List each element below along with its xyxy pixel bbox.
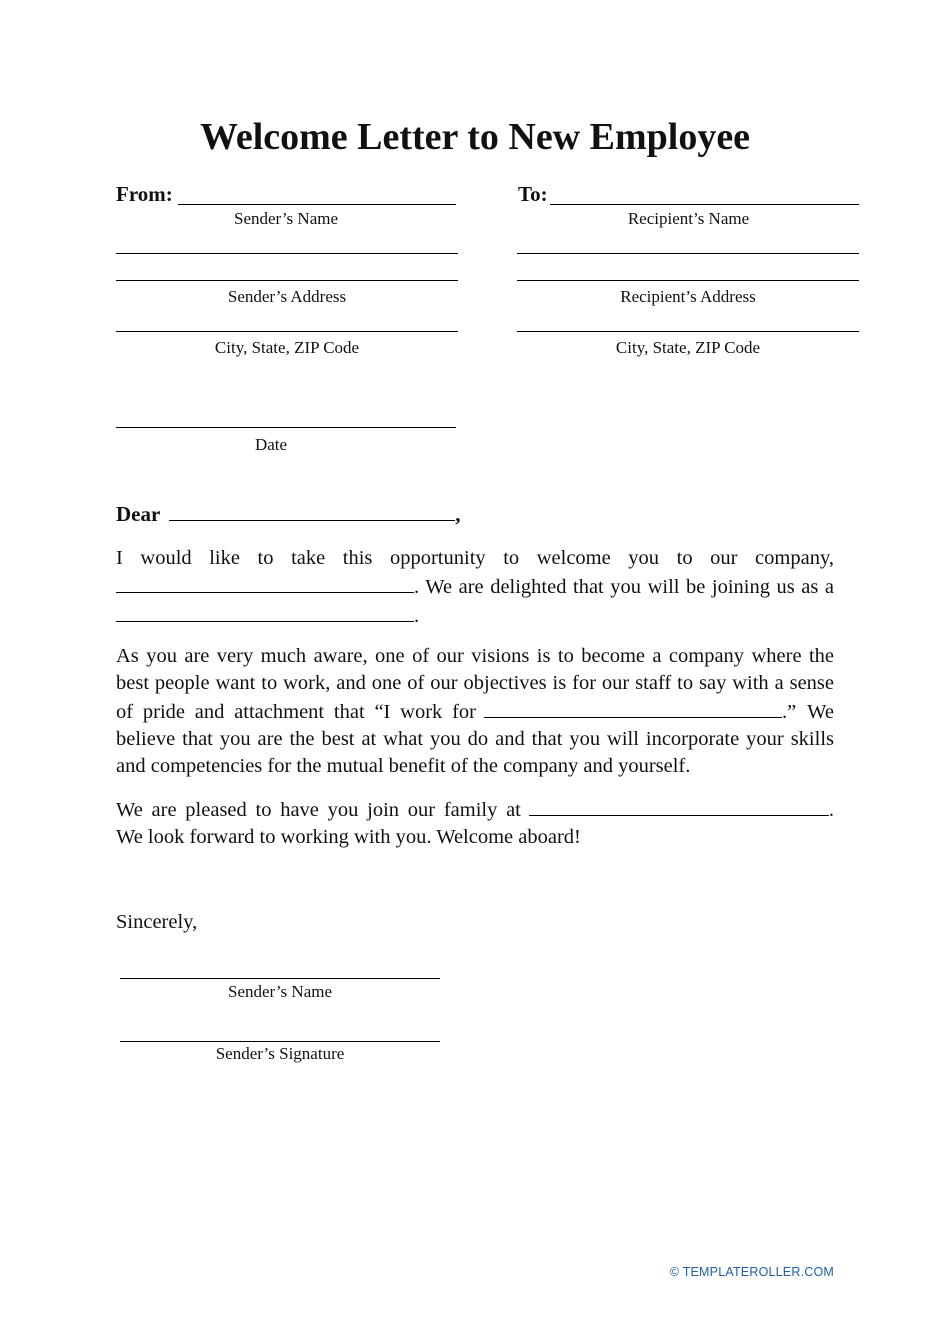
recipient-city-field[interactable] [517,331,859,332]
paragraph-3-line-2: We look forward to working with you. Welcome aboard! [116,826,581,848]
paragraph-1-line-2-words: . We are delighted that you will be joining us as a [414,576,834,598]
recipient-address-field-1[interactable] [517,253,859,254]
paragraph-2-line-1: As you are very much aware, one of our visions is to become a company where the [116,645,834,667]
sender-signature-field[interactable] [120,1041,440,1042]
paragraph-1-line-3-period: . [414,605,420,627]
family-company-field[interactable] [529,795,829,816]
recipient-city-caption: City, State, ZIP Code [615,338,761,357]
salutation-label: Dear [116,502,160,526]
closing-sender-name-field[interactable] [120,978,440,979]
paragraph-1 [116,545,834,630]
paragraph-1-line-2 [116,572,834,601]
paragraph-2-line-3 [116,697,834,726]
paragraph-1-line-1: I would like to take this opportunity to welcome you to our company, [116,547,834,569]
from-label: From: [116,182,173,206]
paragraph-2-line-3-words: of pride and attachment that “I work for [116,701,476,723]
paragraph-2-line-5: and competencies for the mutual benefit of the company and yourself. [116,755,691,777]
paragraph-1-line-2-text [414,574,834,601]
position-field[interactable] [116,601,414,622]
recipient-address-caption: Recipient’s Address [620,287,756,306]
recipient-name-caption: Recipient’s Name [627,209,750,228]
closing: Sincerely, [116,911,198,933]
paragraph-3-line-1 [116,795,834,824]
sender-address-field-1[interactable] [116,253,458,254]
closing-sender-name-caption: Sender’s Name [227,982,333,1001]
salutation-suffix: , [455,502,461,526]
sender-address-field-2[interactable] [116,280,458,281]
paragraph-3-line-1-period: . [828,799,834,821]
paragraph-3-line-1-text [116,797,521,824]
sender-city-field[interactable] [116,331,458,332]
employer-name-field[interactable] [484,697,782,718]
paragraph-2-line-3-end: .” We [782,701,834,723]
date-caption: Date [254,435,288,454]
sender-name-caption: Sender’s Name [233,209,339,228]
sender-signature-caption: Sender’s Signature [215,1044,345,1063]
paragraph-2-line-4: believe that you are the best at what you do and that you will incorporate your skills [116,728,834,750]
paragraph-3 [116,795,834,851]
salutation [116,502,460,526]
paragraph-2-line-2: best people want to work, and one of our objectives is for our staff to say with a sense [116,672,834,694]
recipient-address-field-2[interactable] [517,280,859,281]
salutation-name-field[interactable] [169,502,455,521]
paragraph-1-line-3 [116,601,834,630]
paragraph-2-line-3-text [116,699,476,726]
paragraph-3-line-1-words: We are pleased to have you join our family at [116,799,521,821]
date-field[interactable] [116,427,456,428]
sender-name-field[interactable] [178,204,456,205]
company-name-field[interactable] [116,572,414,593]
paragraph-2 [116,643,834,780]
to-label: To: [518,182,548,206]
footer-site-link[interactable]: TEMPLATEROLLER.COM [682,1265,834,1279]
page-title: Welcome Letter to New Employee [199,116,751,158]
sender-address-caption: Sender’s Address [227,287,347,306]
recipient-name-field[interactable] [550,204,859,205]
sender-city-caption: City, State, ZIP Code [214,338,360,357]
copyright-icon: © [669,1265,680,1279]
footer-credit[interactable] [670,1265,834,1279]
